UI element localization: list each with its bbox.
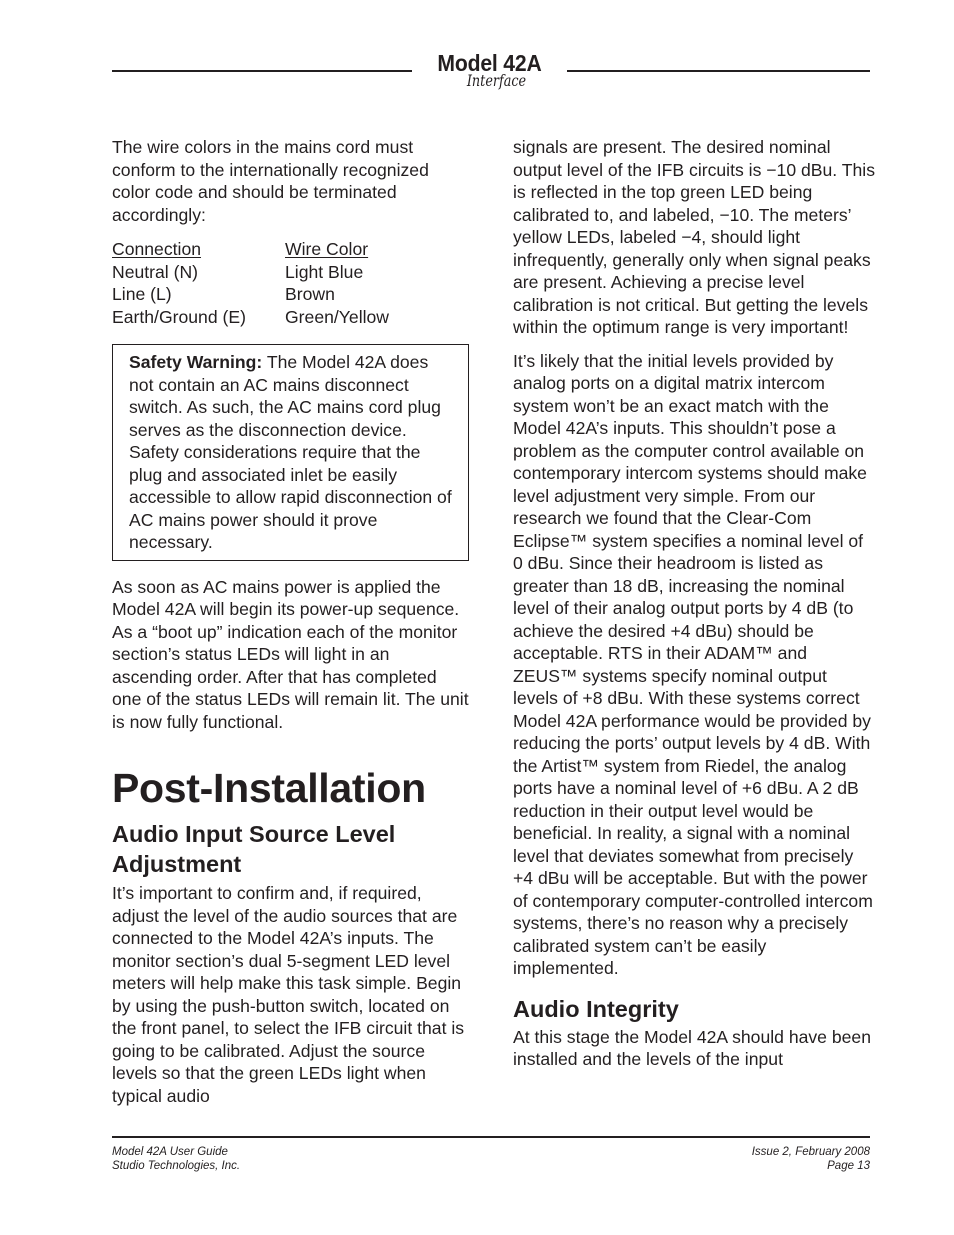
header-rule-right	[567, 70, 870, 72]
logo-model-name: Model 42A	[437, 50, 542, 76]
connection-cell: Neutral (N)	[112, 261, 199, 282]
safety-warning-label: Safety Warning:	[129, 352, 263, 372]
wire-color-table	[112, 238, 470, 328]
connection-cell: Line (L)	[112, 284, 172, 304]
wire-color-cell: Green/Yellow	[285, 306, 389, 327]
power-up-paragraph: As soon as AC mains power is applied the Model 42A will begin its power-up sequence. As a “boot up” indication each of the monitor section’s status LEDs will light in an ascending order. After that has completed one of the status LEDs will remain lit. The unit is now fully functional.	[112, 576, 469, 732]
audio-integrity-title: Audio Integrity	[513, 995, 679, 1022]
footer-rule	[112, 1136, 870, 1138]
subsection-title: Audio Input Source Level Adjustment	[112, 821, 396, 877]
intercom-levels-paragraph: It’s likely that the initial levels provided by analog ports on a digital matrix intercom system won’t be an exact match with the Model 42A’s inputs. This shouldn’t pose a problem as the computer control available on contemporary intercom systems should make level adjustment very simple. From our research we found that the Clear-Com Eclipse™ system specifies a nominal level of 0 dBu. Since their headroom is listed as greater than 18 dB, increasing the nominal level of their analog output ports by 4 dB (to achieve the desired +4 dBu) should be acceptable. RTS in their ADAM™ and ZEUS™ systems specify nominal output levels of +8 dBu. With these systems correct Model 42A performance would be provided by reducing the ports’ output levels by 4 dB. With the Artist™ system from Riedel, the analog ports have a nominal level of +6 dBu. A 2 dB reduction in their output level would be beneficial. In reality, a signal with a nominal level that deviates somewhat from precisely +4 dBu will be acceptable. But with the power of contemporary computer-controlled intercom systems, there’s no reason why a precisely calibrated system can’t be easily implemented.	[513, 350, 873, 978]
header-wire-color: Wire Color	[285, 239, 369, 259]
footer-guide-title: Model 42A User Guide	[112, 1146, 228, 1158]
product-logo	[412, 50, 567, 88]
right-column	[513, 136, 875, 1082]
adjustment-paragraph: It’s important to confirm and, if required, adjust the level of the audio sources that are connected to the Model 42A’s inputs. The monitor section’s dual 5-segment LED level meters will help make this task simple. Begin by using the push-button switch, located on the front panel, to select the IFB circuit that is going to be calibrated. Adjust the source levels so that the green LEDs light when typical audio	[112, 883, 465, 1106]
footer-left	[112, 1145, 240, 1173]
footer-company: Studio Technologies, Inc.	[112, 1160, 241, 1172]
safety-warning-body: The Model 42A does not contain an AC mains disconnect switch. As such, the AC mains cord plug serves as the disconnection device. Safety considerations require that the plug and associated inlet be easily accessible to allow rapid disconnection of AC mains power should it prove necessary.	[129, 352, 452, 552]
footer-issue-date: Issue 2, February 2008	[751, 1146, 870, 1158]
wire-colors-intro: The wire colors in the mains cord must conform to the internationally recognized color code and should be terminated accordingly:	[112, 137, 429, 225]
header-connection: Connection	[112, 239, 202, 259]
wire-table-header	[112, 238, 470, 261]
footer-page-number: Page 13	[827, 1160, 870, 1172]
audio-integrity-paragraph: At this stage the Model 42A should have been installed and the levels of the input	[513, 1026, 871, 1069]
table-row	[112, 306, 470, 329]
safety-warning-box	[112, 344, 469, 561]
wire-color-cell: Brown	[285, 284, 335, 304]
logo-interface-script: Interface	[466, 71, 527, 90]
header-rule-left	[112, 70, 412, 72]
connection-cell: Earth/Ground (E)	[112, 306, 246, 327]
safety-warning-text	[129, 351, 456, 554]
table-row	[112, 261, 470, 284]
table-row	[112, 283, 470, 306]
nominal-level-paragraph: signals are present. The desired nominal output level of the IFB circuits is −10 dBu. This is reflected in the top green LED being calibrated to, and labeled, −10. The meters’ yellow LEDs, labeled −4, should light infrequently, generally only when signal peaks are present. Achieving a precise level calibration is not critical. But getting the levels within the optimum range is very important!	[513, 137, 875, 337]
footer-right	[752, 1145, 870, 1173]
left-column	[112, 136, 470, 1118]
section-title: Post-Installation	[112, 765, 426, 811]
wire-color-cell: Light Blue	[285, 261, 364, 282]
